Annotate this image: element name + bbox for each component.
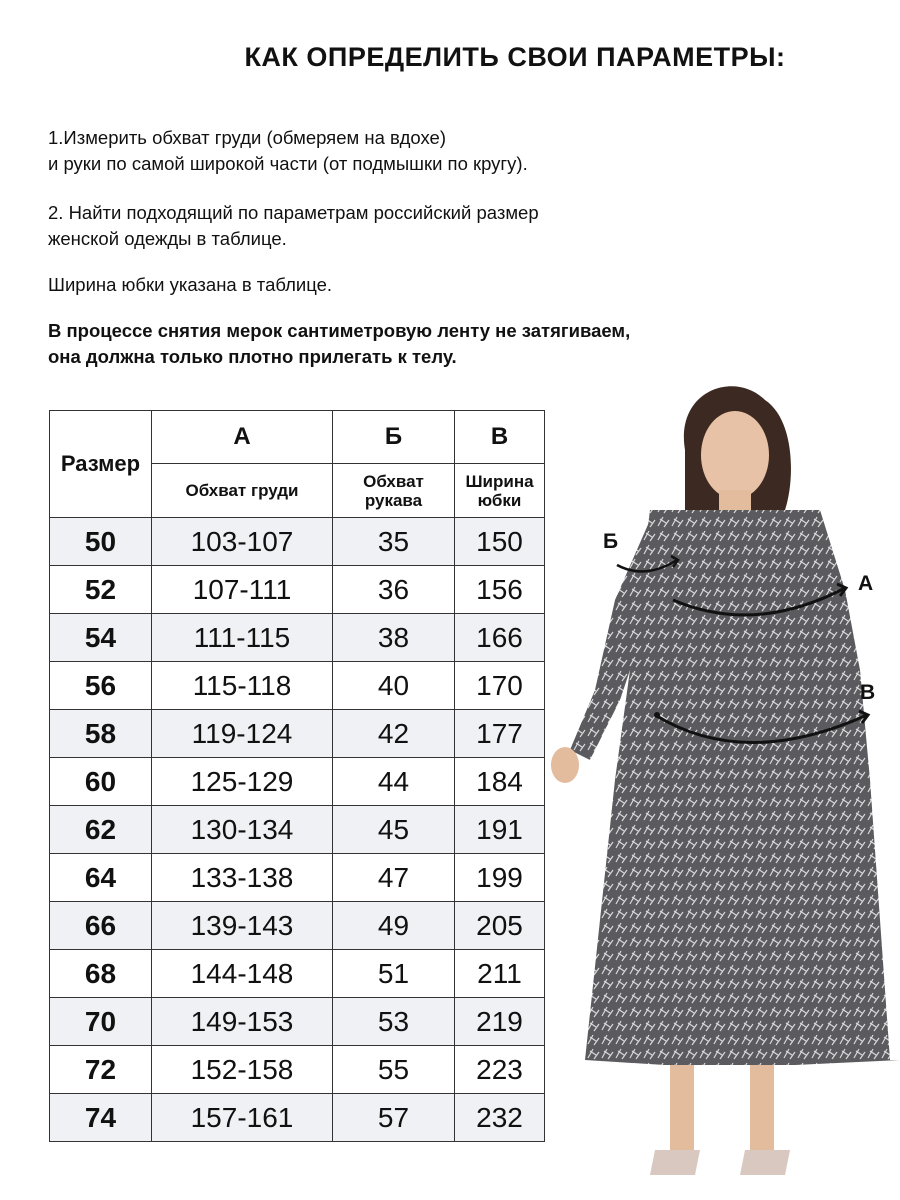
skirt-cell: 219 — [455, 998, 545, 1046]
sleeve-cell: 40 — [333, 662, 455, 710]
instruction-line: Ширина юбки указана в таблице. — [48, 274, 333, 295]
sleeve-cell: 42 — [333, 710, 455, 758]
size-cell: 74 — [50, 1094, 152, 1142]
sleeve-measure-label: Б — [603, 530, 619, 553]
warning-line: она должна только плотно прилегать к телу. — [48, 346, 457, 367]
chest-cell: 119-124 — [152, 710, 333, 758]
measuring-warning — [48, 318, 630, 370]
sleeve-cell: 53 — [333, 998, 455, 1046]
size-table — [49, 410, 545, 1142]
chest-measure-label: А — [858, 572, 874, 595]
skirt-note — [48, 272, 332, 298]
table-row — [50, 998, 545, 1046]
instruction-step-1 — [48, 125, 528, 177]
sleeve-cell: 35 — [333, 518, 455, 566]
skirt-cell: 205 — [455, 902, 545, 950]
table-row — [50, 662, 545, 710]
skirt-measure-label: В — [860, 681, 876, 704]
skirt-cell: 156 — [455, 566, 545, 614]
sleeve-cell: 49 — [333, 902, 455, 950]
sleeve-cell: 51 — [333, 950, 455, 998]
sleeve-cell: 36 — [333, 566, 455, 614]
skirt-cell: 177 — [455, 710, 545, 758]
skirt-cell: 232 — [455, 1094, 545, 1142]
size-cell: 72 — [50, 1046, 152, 1094]
shoe-shape — [740, 1150, 790, 1175]
table-row — [50, 1094, 545, 1142]
column-letter-a: А — [152, 411, 333, 464]
table-row — [50, 950, 545, 998]
column-letter-v: В — [455, 411, 545, 464]
arrow-dot — [654, 712, 660, 718]
skirt-cell: 184 — [455, 758, 545, 806]
sleeve-cell: 44 — [333, 758, 455, 806]
skirt-cell: 166 — [455, 614, 545, 662]
size-cell: 52 — [50, 566, 152, 614]
leg-shape — [750, 1065, 774, 1155]
chest-cell: 133-138 — [152, 854, 333, 902]
chest-cell: 139-143 — [152, 902, 333, 950]
chest-cell: 144-148 — [152, 950, 333, 998]
face-shape — [701, 411, 769, 499]
warning-line: В процессе снятия мерок сантиметровую ленту не затягиваем, — [48, 320, 631, 341]
table-row — [50, 806, 545, 854]
sleeve-cell: 55 — [333, 1046, 455, 1094]
table-row — [50, 902, 545, 950]
table-row — [50, 1046, 545, 1094]
size-column-header: Размер — [50, 411, 152, 518]
shoe-shape — [650, 1150, 700, 1175]
sleeve-cell: 47 — [333, 854, 455, 902]
table-row — [50, 518, 545, 566]
table-row — [50, 758, 545, 806]
size-cell: 60 — [50, 758, 152, 806]
size-cell: 62 — [50, 806, 152, 854]
instruction-line: 1.Измерить обхват груди (обмеряем на вдохе) — [48, 127, 446, 148]
table-row — [50, 566, 545, 614]
size-cell: 54 — [50, 614, 152, 662]
size-cell: 64 — [50, 854, 152, 902]
skirt-cell: 199 — [455, 854, 545, 902]
column-letter-b: Б — [333, 411, 455, 464]
size-cell: 56 — [50, 662, 152, 710]
instruction-line: 2. Найти подходящий по параметрам российский размер — [48, 202, 539, 223]
table-row — [50, 854, 545, 902]
chest-column-header: Обхват груди — [152, 464, 333, 518]
sleeve-column-header: Обхват рукава — [333, 464, 455, 518]
skirt-cell: 223 — [455, 1046, 545, 1094]
chest-cell: 157-161 — [152, 1094, 333, 1142]
instruction-line: женской одежды в таблице. — [48, 228, 287, 249]
size-cell: 66 — [50, 902, 152, 950]
chest-cell: 107-111 — [152, 566, 333, 614]
skirt-cell: 211 — [455, 950, 545, 998]
sleeve-cell: 45 — [333, 806, 455, 854]
chest-cell: 130-134 — [152, 806, 333, 854]
instruction-step-2 — [48, 200, 539, 252]
skirt-cell: 191 — [455, 806, 545, 854]
skirt-column-header: Ширина юбки — [455, 464, 545, 518]
model-figure — [545, 360, 900, 1200]
hand-shape — [551, 747, 579, 783]
sleeve-cell: 38 — [333, 614, 455, 662]
chest-cell: 152-158 — [152, 1046, 333, 1094]
size-cell: 58 — [50, 710, 152, 758]
skirt-cell: 170 — [455, 662, 545, 710]
leg-shape — [670, 1065, 694, 1155]
chest-cell: 111-115 — [152, 614, 333, 662]
table-row — [50, 710, 545, 758]
size-cell: 70 — [50, 998, 152, 1046]
table-row — [50, 614, 545, 662]
chest-cell: 103-107 — [152, 518, 333, 566]
chest-cell: 125-129 — [152, 758, 333, 806]
skirt-cell: 150 — [455, 518, 545, 566]
chest-cell: 149-153 — [152, 998, 333, 1046]
sleeve-cell: 57 — [333, 1094, 455, 1142]
page-title: КАК ОПРЕДЕЛИТЬ СВОИ ПАРАМЕТРЫ: — [244, 42, 786, 72]
chest-cell: 115-118 — [152, 662, 333, 710]
instruction-line: и руки по самой широкой части (от подмышки по кругу). — [48, 153, 528, 174]
size-cell: 68 — [50, 950, 152, 998]
size-cell: 50 — [50, 518, 152, 566]
